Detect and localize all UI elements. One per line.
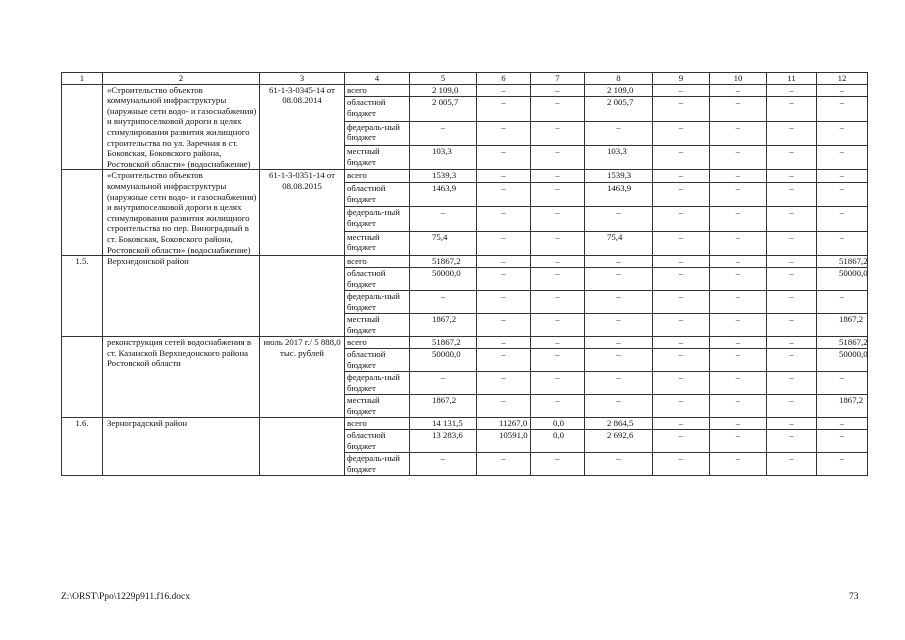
column-number-header: 6 [477,73,531,85]
funding-source-cell: местный бюджет [345,145,410,169]
value-cell: – [477,170,531,183]
value-cell: – [710,372,767,395]
value-cell: 1463,9 [410,183,477,207]
value-cell: – [817,183,868,207]
funding-source-cell: федераль-ный бюджет [345,372,410,395]
value-cell: – [653,207,710,231]
value-cell: – [653,268,710,291]
table-row [62,84,868,97]
value-cell: – [531,84,585,97]
value-cell: – [531,314,585,337]
value-cell: – [767,268,817,291]
value-cell: 51867,2 [817,337,868,349]
value-cell: – [585,268,653,291]
document-cell: июль 2017 г./ 5 888,0 тыс. рублей [260,337,345,418]
value-cell: – [817,418,868,430]
value-cell: – [477,145,531,169]
value-cell: – [585,395,653,418]
value-cell: – [477,84,531,97]
value-cell: 103,3 [585,145,653,169]
value-cell: 13 283,6 [410,430,477,453]
value-cell: – [531,207,585,231]
value-cell: – [817,121,868,145]
value-cell: – [531,170,585,183]
value-cell: 50000,0 [817,268,868,291]
value-cell: – [710,145,767,169]
value-cell: – [585,337,653,349]
value-cell: 1867,2 [817,395,868,418]
value-cell: – [410,372,477,395]
value-cell: – [531,231,585,255]
value-cell: – [477,314,531,337]
value-cell: – [653,314,710,337]
value-cell: – [410,453,477,476]
value-cell: – [710,453,767,476]
value-cell: – [585,349,653,372]
value-cell: 51867,2 [410,337,477,349]
value-cell: – [710,256,767,268]
funding-source-cell: местный бюджет [345,314,410,337]
value-cell: – [531,145,585,169]
value-cell: 1867,2 [410,395,477,418]
funding-source-cell: областной бюджет [345,349,410,372]
value-cell: – [710,349,767,372]
value-cell: – [710,418,767,430]
value-cell: 2 692,6 [585,430,653,453]
value-cell: – [767,337,817,349]
column-number-header: 1 [62,73,103,85]
value-cell: – [531,291,585,314]
value-cell: – [585,121,653,145]
value-cell: 1463,9 [585,183,653,207]
value-cell: – [653,372,710,395]
value-cell: – [767,314,817,337]
document-cell [260,418,345,476]
value-cell: – [710,207,767,231]
value-cell: – [817,207,868,231]
header-row [62,73,868,85]
value-cell: – [531,453,585,476]
value-cell: – [653,231,710,255]
value-cell: – [817,170,868,183]
column-number-header: 3 [260,73,345,85]
funding-source-cell: областной бюджет [345,183,410,207]
value-cell: – [653,418,710,430]
value-cell: – [531,337,585,349]
value-cell: 1867,2 [817,314,868,337]
value-cell: – [767,170,817,183]
value-cell: 0,0 [531,418,585,430]
funding-source-cell: областной бюджет [345,430,410,453]
value-cell: – [653,84,710,97]
funding-source-cell: всего [345,418,410,430]
funding-source-cell: местный бюджет [345,395,410,418]
value-cell: – [653,145,710,169]
value-cell: 2 109,0 [585,84,653,97]
value-cell: 103,3 [410,145,477,169]
value-cell: – [477,395,531,418]
value-cell: – [477,349,531,372]
funding-source-cell: областной бюджет [345,268,410,291]
value-cell: – [477,121,531,145]
value-cell: – [817,231,868,255]
funding-source-cell: федераль-ный бюджет [345,291,410,314]
value-cell: 14 131,5 [410,418,477,430]
value-cell: 0,0 [531,430,585,453]
value-cell: 50000,0 [410,268,477,291]
value-cell: – [767,372,817,395]
value-cell: – [410,121,477,145]
value-cell: 10591,0 [477,430,531,453]
value-cell: – [585,372,653,395]
value-cell: – [653,395,710,418]
value-cell: – [410,207,477,231]
value-cell: – [767,183,817,207]
value-cell: – [817,84,868,97]
value-cell: – [710,183,767,207]
column-number-header: 4 [345,73,410,85]
value-cell: – [477,453,531,476]
value-cell: 51867,2 [817,256,868,268]
value-cell: – [653,291,710,314]
table-row [62,256,868,268]
value-cell: – [585,453,653,476]
value-cell: – [477,207,531,231]
value-cell: – [817,453,868,476]
column-number-header: 7 [531,73,585,85]
funding-source-cell: областной бюджет [345,97,410,121]
value-cell: – [710,430,767,453]
value-cell: – [817,372,868,395]
item-number-cell [62,170,103,256]
column-number-header: 11 [767,73,817,85]
page-number: 73 [849,592,859,602]
column-number-header: 5 [410,73,477,85]
item-name-cell: «Строительство объектов коммунальной инфраструктуры (наружные сети водо- и газоснабжения) и внутрипоселковой дороги в целях стимулирования развития жилищного строительства по ул. Заречная в ст. Боковская, Боковского района, Ростовской области» (водоснабжение) [103,84,260,170]
value-cell: – [767,256,817,268]
value-cell: – [767,97,817,121]
value-cell: – [767,121,817,145]
value-cell: – [531,121,585,145]
value-cell: – [531,268,585,291]
item-name-cell: «Строительство объектов коммунальной инфраструктуры (наружные сети водо- и газоснабжения) и внутрипоселковой дороги в целях стимулирования развития жилищного строительства по пер. Виноградный в ст. Боковская, Боковского района, Ростовской области» (водоснабжение) [103,170,260,256]
item-name-cell: Верхнедонской район [103,256,260,337]
value-cell: – [477,97,531,121]
item-name-cell: реконструкция сетей водоснабжения в ст. Казанской Верхнедонского района Ростовской области [103,337,260,418]
value-cell: – [653,97,710,121]
value-cell: 2 109,0 [410,84,477,97]
value-cell: – [585,314,653,337]
value-cell: – [710,291,767,314]
value-cell: 51867,2 [410,256,477,268]
funding-source-cell: федераль-ный бюджет [345,453,410,476]
value-cell: – [767,453,817,476]
value-cell: – [710,314,767,337]
value-cell: – [767,430,817,453]
item-number-cell [62,84,103,170]
value-cell: – [710,231,767,255]
value-cell: – [531,349,585,372]
value-cell: – [767,231,817,255]
value-cell: – [817,97,868,121]
value-cell: – [531,395,585,418]
value-cell: 1867,2 [410,314,477,337]
value-cell: 75,4 [410,231,477,255]
column-number-header: 12 [817,73,868,85]
item-number-cell [62,337,103,418]
funding-source-cell: всего [345,170,410,183]
value-cell: – [710,170,767,183]
value-cell: 50000,0 [817,349,868,372]
value-cell: – [410,291,477,314]
document-cell [260,256,345,337]
value-cell: – [477,372,531,395]
value-cell: 1539,3 [585,170,653,183]
value-cell: – [477,231,531,255]
column-number-header: 9 [653,73,710,85]
value-cell: – [817,145,868,169]
value-cell: – [531,97,585,121]
item-name-cell: Зерноградский район [103,418,260,476]
value-cell: – [585,291,653,314]
value-cell: – [653,430,710,453]
table-row [62,337,868,349]
column-number-header: 10 [710,73,767,85]
value-cell: – [653,349,710,372]
value-cell: – [710,97,767,121]
value-cell: – [710,84,767,97]
value-cell: – [653,453,710,476]
value-cell: – [767,207,817,231]
value-cell: – [767,145,817,169]
table-row [62,170,868,183]
item-number-cell: 1.6. [62,418,103,476]
value-cell: – [585,207,653,231]
value-cell: – [653,337,710,349]
value-cell: – [531,256,585,268]
value-cell: – [653,121,710,145]
value-cell: – [531,183,585,207]
value-cell: – [585,256,653,268]
value-cell: – [817,430,868,453]
value-cell: – [710,395,767,418]
funding-source-cell: всего [345,337,410,349]
value-cell: – [477,291,531,314]
column-number-header: 8 [585,73,653,85]
value-cell: – [477,337,531,349]
value-cell: – [767,349,817,372]
table-row [62,418,868,430]
funding-source-cell: федераль-ный бюджет [345,207,410,231]
item-number-cell: 1.5. [62,256,103,337]
value-cell: – [477,268,531,291]
value-cell: – [767,84,817,97]
value-cell: – [653,170,710,183]
value-cell: 1539,3 [410,170,477,183]
value-cell: – [531,372,585,395]
footer-file-path: Z:\ORST\Ppo\1229p911.f16.docx [61,592,190,602]
funding-source-cell: всего [345,256,410,268]
value-cell: – [710,121,767,145]
value-cell: – [710,337,767,349]
value-cell: – [653,256,710,268]
value-cell: – [767,291,817,314]
value-cell: – [477,256,531,268]
value-cell: 75,4 [585,231,653,255]
value-cell: – [817,291,868,314]
value-cell: – [767,395,817,418]
value-cell: 50000,0 [410,349,477,372]
column-number-header: 2 [103,73,260,85]
value-cell: 2 005,7 [410,97,477,121]
document-cell: 61-1-3-0351-14 от 08.08.2015 [260,170,345,256]
value-cell: – [653,183,710,207]
funding-source-cell: федераль-ный бюджет [345,121,410,145]
document-cell: 61-1-3-0345-14 от 08.08.2014 [260,84,345,170]
value-cell: – [710,268,767,291]
funding-source-cell: всего [345,84,410,97]
value-cell: – [767,418,817,430]
value-cell: 2 864,5 [585,418,653,430]
value-cell: 11267,0 [477,418,531,430]
budget-table [61,72,868,476]
funding-source-cell: местный бюджет [345,231,410,255]
value-cell: – [477,183,531,207]
value-cell: 2 005,7 [585,97,653,121]
